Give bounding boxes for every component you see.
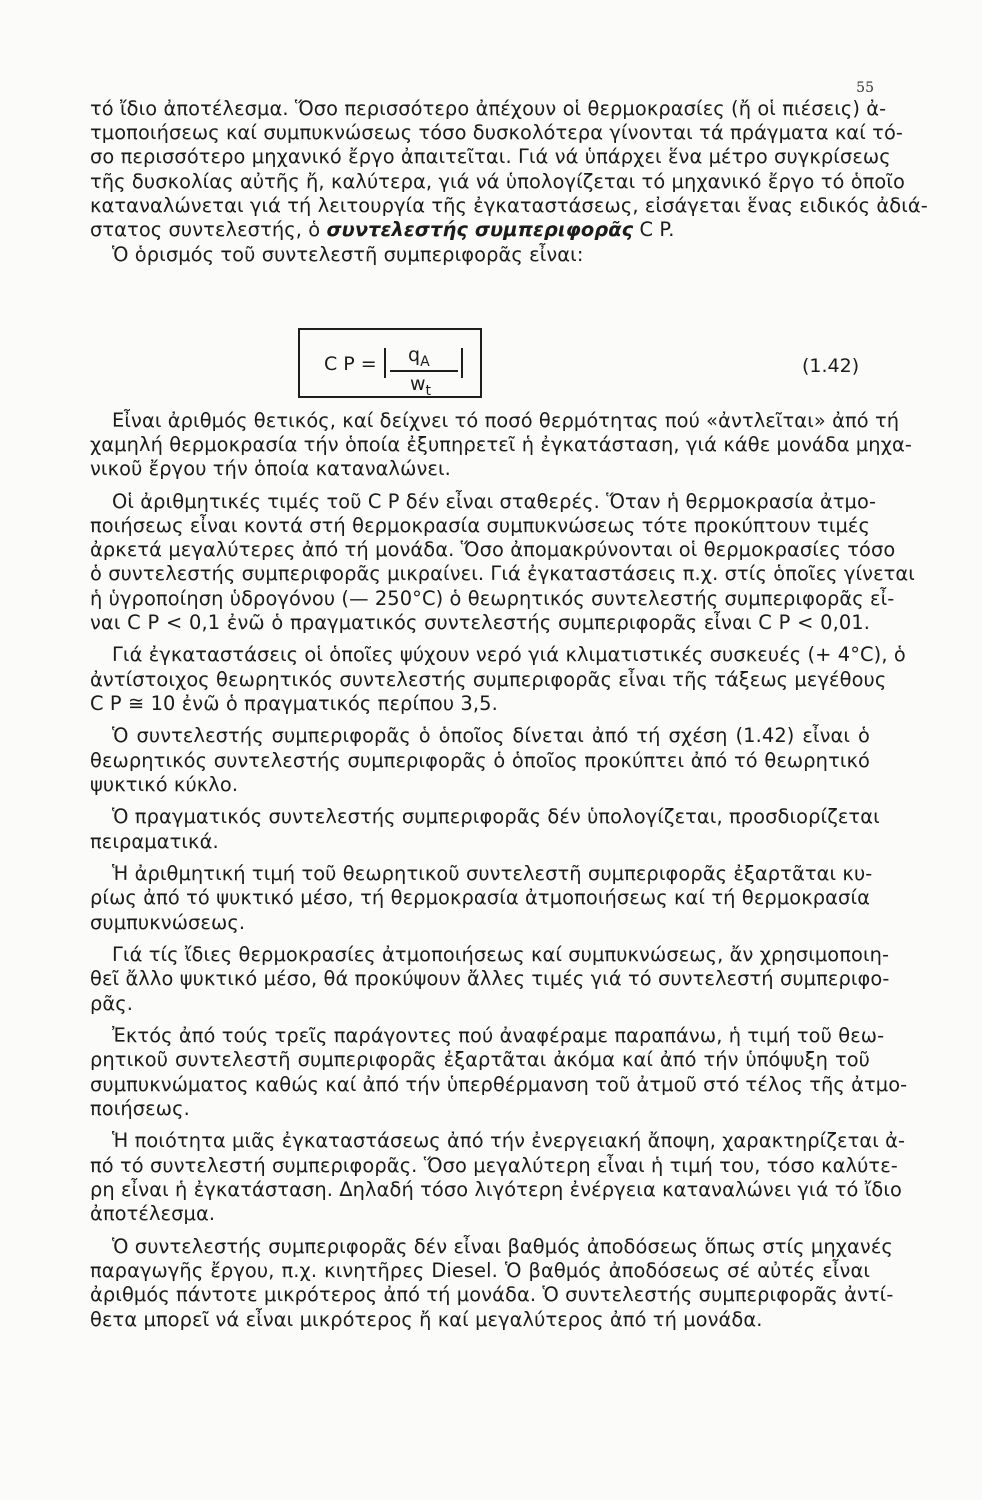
denominator-subscript: t xyxy=(425,382,432,399)
text-line: σο περισσότερο μηχανικό ἔργο ἀπαιτεῖται. Γιά νά ὑπάρχει ἕνα μέτρο συγκρίσεως xyxy=(90,145,891,168)
formula-denominator xyxy=(410,373,431,402)
text-line: ὁ συντελεστής συμπεριφορᾶς μικραίνει. Γιά ἐγκαταστάσεις π.χ. στίς ὁποῖες γίνεται xyxy=(90,562,915,585)
defined-term: συντελεστής συμπεριφορᾶς xyxy=(326,218,634,241)
page-number: 55 xyxy=(856,80,874,96)
text-line: ἀρκετά μεγαλύτερες ἀπό τή μονάδα. Ὅσο ἀπομακρύνονται οἱ θερμοκρασίες τόσο xyxy=(90,538,896,561)
text-line: νικοῦ ἔργου τήν ὁποία καταναλώνει. xyxy=(90,457,451,480)
text-line: ἀντίστοιχος θεωρητικός συντελεστής συμπεριφορᾶς εἶναι τῆς τάξεως μεγέθους xyxy=(90,668,887,691)
numerator-symbol: q xyxy=(408,344,421,366)
text-line: Ὁ ὁρισμός τοῦ συντελεστῆ συμπεριφορᾶς εἶναι: xyxy=(112,243,584,266)
text-line: ρητικοῦ συντελεστῆ συμπεριφορᾶς ἐξαρτᾶται ἀκόμα καί ἀπό τήν ὑπόψυξη τοῦ xyxy=(90,1048,870,1071)
text-line: τό ἴδιο ἀποτέλεσμα. Ὅσο περισσότερο ἀπέχουν οἱ θερμοκρασίες (ἤ οἱ πιέσεις) ἀ- xyxy=(90,97,887,120)
text-line: συμπυκνώσεως. xyxy=(90,911,246,934)
text-line: ρᾶς. xyxy=(90,992,134,1015)
text-line: πό τό συντελεστή συμπεριφορᾶς. Ὅσο μεγαλύτερη εἶναι ἡ τιμή του, τόσο καλύτε- xyxy=(90,1154,898,1177)
text-line: ἡ ὑγροποίηση ὑδρογόνου (— 250°C) ὁ θεωρητικός συντελεστής συμπεριφορᾶς εἶ- xyxy=(90,587,895,610)
text-line xyxy=(90,218,870,242)
text-line: Γιά ἐγκαταστάσεις οἱ ὁποῖες ψύχουν νερό γιά κλιματιστικές συσκευές (+ 4°C), ὁ xyxy=(112,643,906,666)
text-line: ρη εἶναι ἡ ἐγκατάσταση. Δηλαδή τόσο λιγότερη ἐνέργεια καταναλώνει γιά τό ἴδιο xyxy=(90,1178,902,1201)
text-line: τμοποιήσεως καί συμπυκνώσεως τόσο δυσκολότερα γίνονται τά πράγματα καί τό- xyxy=(90,121,904,144)
text-line: ψυκτικό κύκλο. xyxy=(90,773,239,796)
text-line: ναι C P < 0,1 ἐνῶ ὁ πραγματικός συντελεστής συμπεριφορᾶς εἶναι C P < 0,01. xyxy=(90,611,870,634)
text-line: καταναλώνεται γιά τή λειτουργία τῆς ἐγκαταστάσεως, εἰσάγεται ἕνας ειδικός ἀδιά- xyxy=(90,194,928,217)
text-line: πειραματικά. xyxy=(90,830,219,853)
abs-bar-right xyxy=(461,348,463,378)
denominator-symbol: w xyxy=(410,373,426,395)
text-line: χαμηλή θερμοκρασία τήν ὁποία ἐξυπηρετεῖ ἡ ἐγκατάσταση, γιά κάθε μονάδα μηχα- xyxy=(90,433,912,456)
text-run: C P. xyxy=(633,218,675,241)
text-line: παραγωγῆς ἔργου, π.χ. κινητῆρες Diesel. Ὁ βαθμός ἀποδόσεως σέ αὐτές εἶναι xyxy=(90,1259,870,1282)
abs-bar-left xyxy=(384,348,386,378)
formula-lhs: C P = xyxy=(324,353,377,375)
text-line: Ὁ συντελεστής συμπεριφορᾶς ὁ ὁποῖος δίνεται ἀπό τή σχέση (1.42) εἶναι ὁ xyxy=(112,724,870,747)
text-line: θεωρητικός συντελεστής συμπεριφορᾶς ὁ ὁποῖος προκύπτει ἀπό τό θεωρητικό xyxy=(90,749,870,772)
text-line: ρίως ἀπό τό ψυκτικό μέσο, τή θερμοκρασία ἀτμοποιήσεως καί τή θερμοκρασία xyxy=(90,886,870,909)
text-line: τῆς δυσκολίας αὐτῆς ἤ, καλύτερα, γιά νά ὑπολογίζεται τό μηχανικό ἔργο τό ὁποῖο xyxy=(90,170,906,193)
text-line: Οἱ ἀριθμητικές τιμές τοῦ C P δέν εἶναι σταθερές. Ὅταν ἡ θερμοκρασία ἀτμο- xyxy=(112,490,877,513)
formula-numerator xyxy=(408,344,430,373)
equation-number: (1.42) xyxy=(802,355,860,377)
text-line: Γιά τίς ἴδιες θερμοκρασίες ἀτμοποιήσεως καί συμπυκνώσεως, ἄν χρησιμοποιη- xyxy=(112,943,890,966)
text-run: στατος συντελεστής, ὁ xyxy=(90,218,327,241)
text-line: ποιήσεως εἶναι κοντά στή θερμοκρασία συμπυκνώσεως τότε προκύπτουν τιμές xyxy=(90,514,870,537)
text-line: Ἡ ἀριθμητική τιμή τοῦ θεωρητικοῦ συντελεστῆ συμπεριφορᾶς ἐξαρτᾶται κυ- xyxy=(112,862,873,885)
text-line: θετα μπορεῖ νά εἶναι μικρότερος ἤ καί μεγαλύτερος ἀπό τή μονάδα. xyxy=(90,1308,763,1331)
text-line: C P ≅ 10 ἐνῶ ὁ πραγματικός περίπου 3,5. xyxy=(90,692,498,715)
fraction-bar xyxy=(390,370,458,372)
text-line: Εἶναι ἀριθμός θετικός, καί δείχνει τό ποσό θερμότητας πού «ἀντλεῖται» ἀπό τή xyxy=(112,409,900,432)
numerator-subscript: A xyxy=(420,353,430,370)
text-line: Ὁ συντελεστής συμπεριφορᾶς δέν εἶναι βαθμός ἀποδόσεως ὅπως στίς μηχανές xyxy=(112,1235,893,1258)
text-line: θεῖ ἄλλο ψυκτικό μέσο, θά προκύψουν ἄλλες τιμές γιά τό συντελεστή συμπεριφο- xyxy=(90,967,890,990)
text-line: Ὁ πραγματικός συντελεστής συμπεριφορᾶς δέν ὑπολογίζεται, προσδιορίζεται xyxy=(112,805,880,828)
text-line: Ἐκτός ἀπό τούς τρεῖς παράγοντες πού ἀναφέραμε παραπάνω, ἡ τιμή τοῦ θεω- xyxy=(112,1024,885,1047)
text-line: συμπυκνώματος καθώς καί ἀπό τήν ὑπερθέρμανση τοῦ ἀτμοῦ στό τέλος τῆς ἀτμο- xyxy=(90,1073,908,1096)
text-line: Ἡ ποιότητα μιᾶς ἐγκαταστάσεως ἀπό τήν ἐνεργειακή ἄποψη, χαρακτηρίζεται ἀ- xyxy=(112,1129,906,1152)
text-line: ἀριθμός πάντοτε μικρότερος ἀπό τή μονάδα. Ὁ συντελεστής συμπεριφορᾶς ἀντί- xyxy=(90,1283,894,1306)
text-line: ἀποτέλεσμα. xyxy=(90,1202,216,1225)
text-line: ποιήσεως. xyxy=(90,1097,190,1120)
